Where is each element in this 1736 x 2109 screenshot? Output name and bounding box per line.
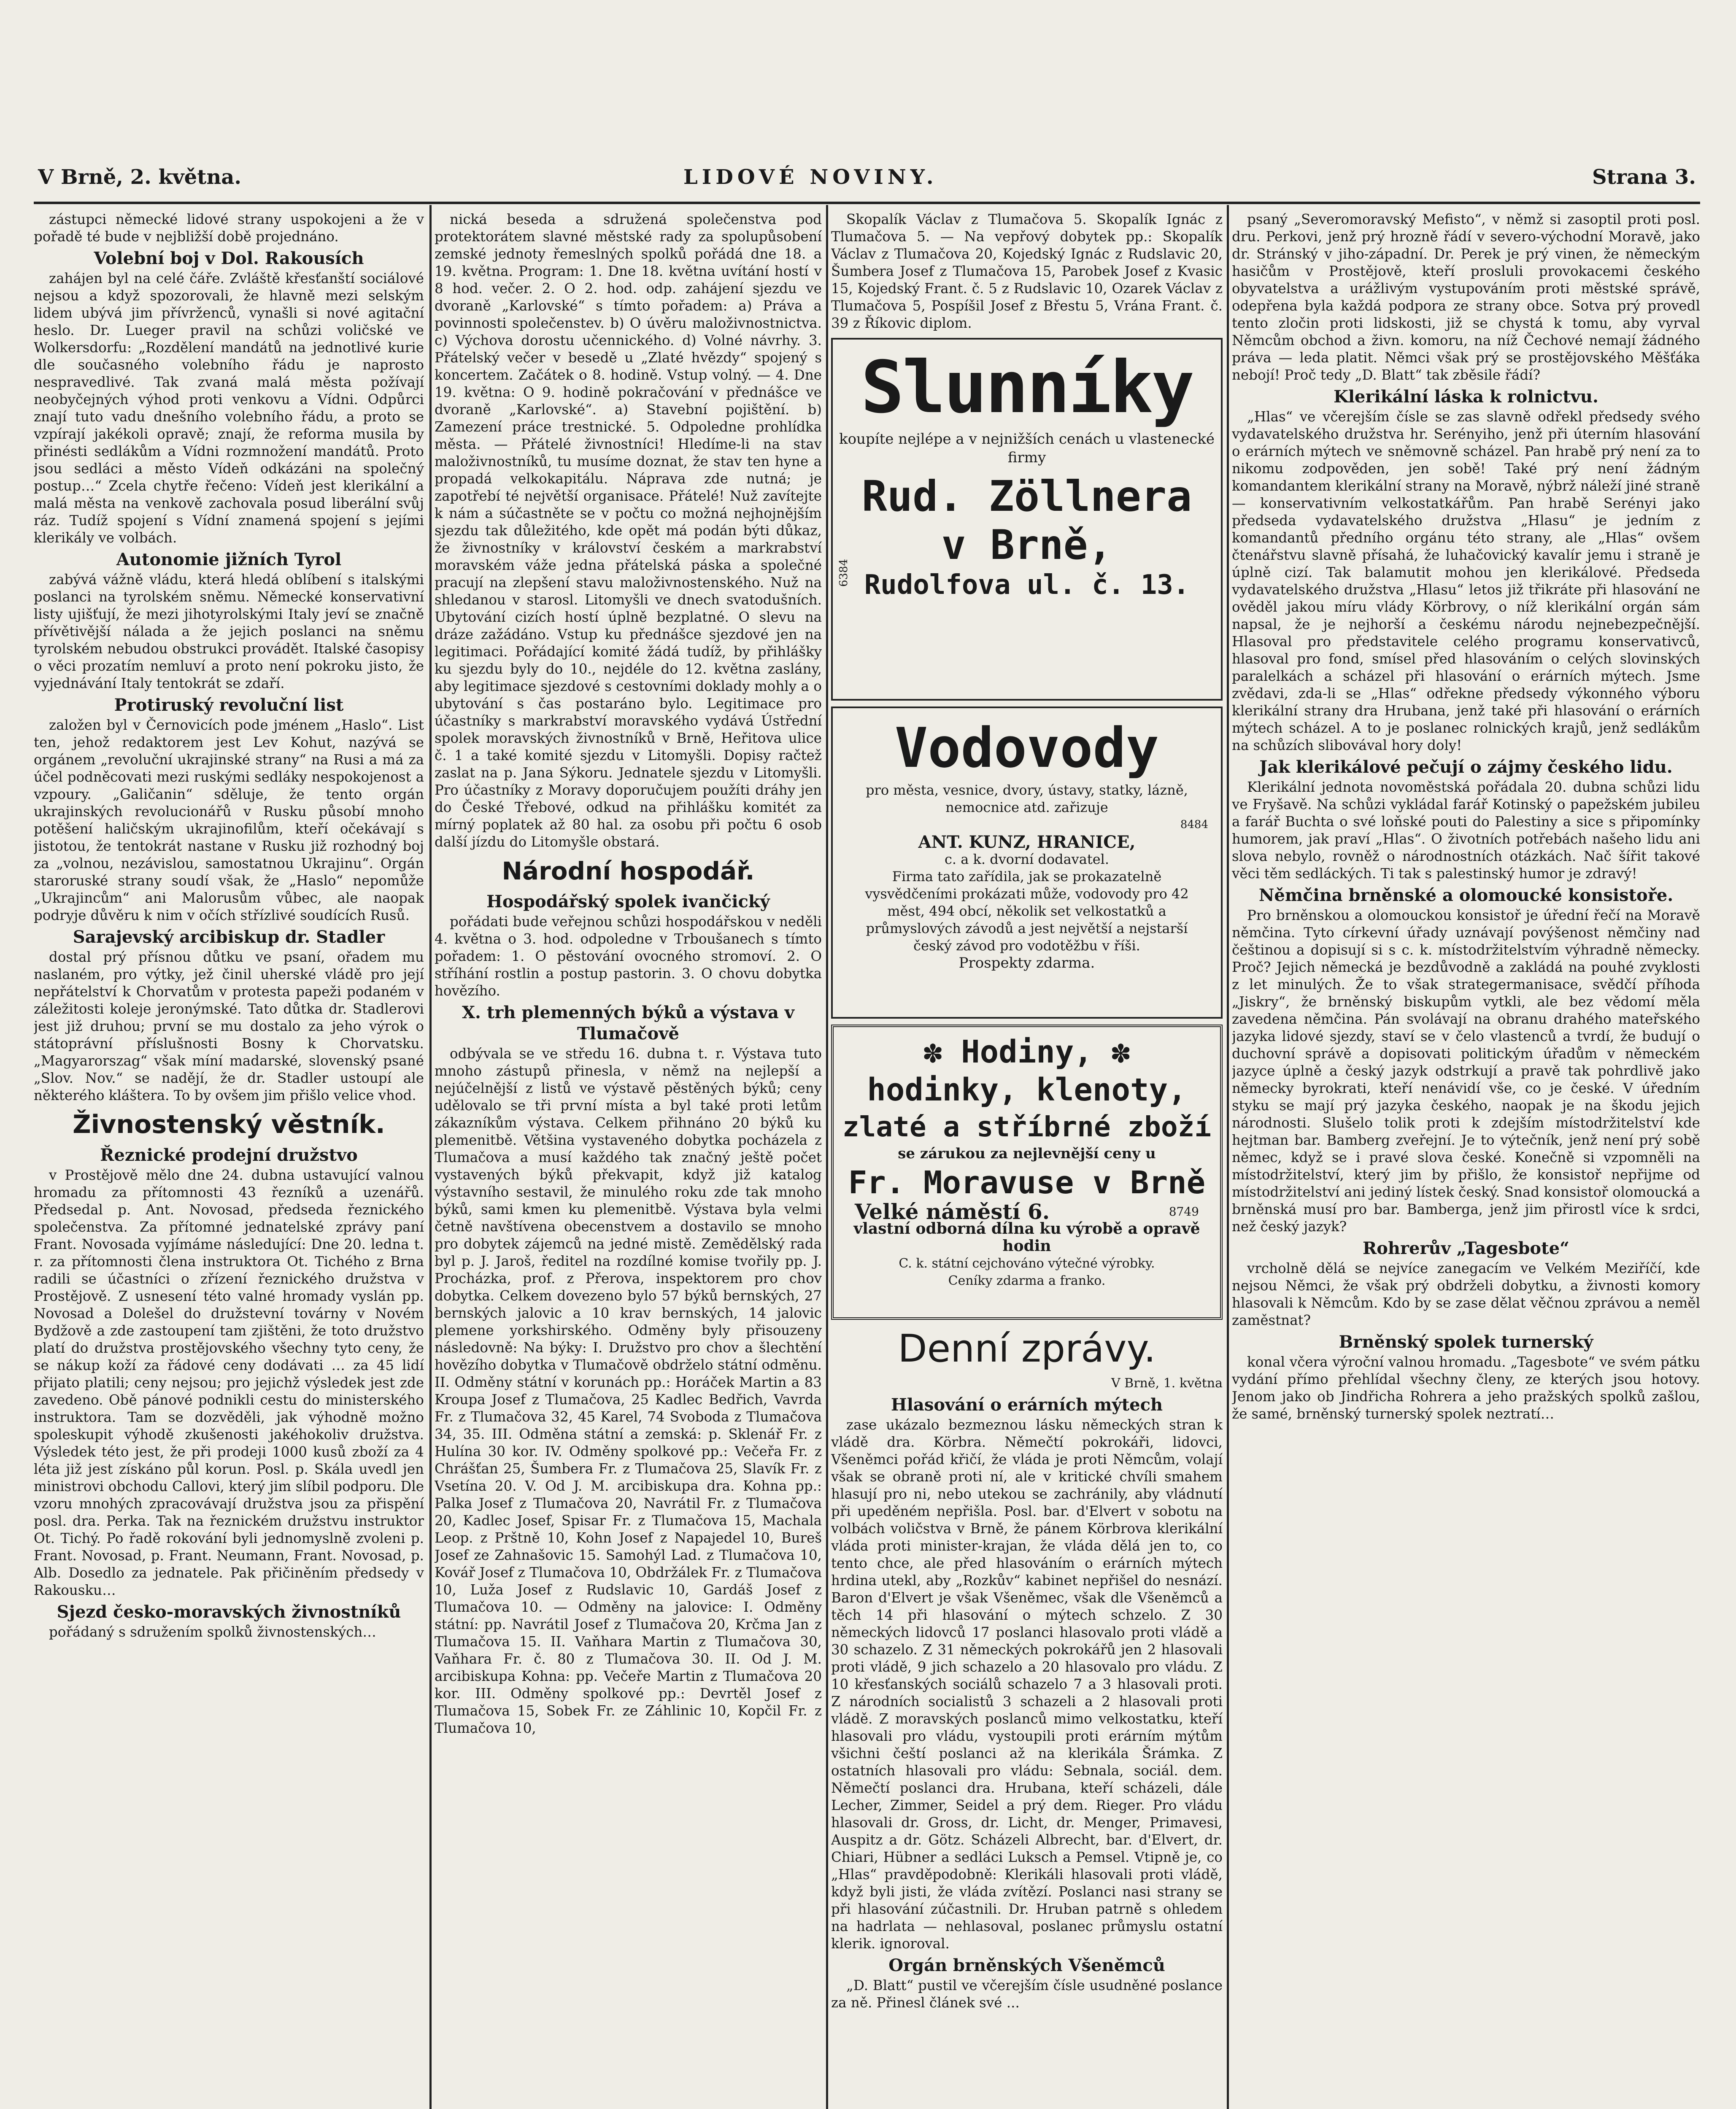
column-rule-3 — [1227, 205, 1229, 2109]
flower-ornament-icon: ✽ — [923, 1034, 961, 1070]
heading-klerikalni-laska: Klerikální láska k rolnictvu. — [1334, 387, 1598, 407]
ad-hodiny-address: Velké náměstí 6. — [855, 1199, 1050, 1224]
ad-hodiny-line6: C. k. státní cejchováno výtečné výrobky. — [899, 1256, 1155, 1271]
ad-vodovody-firm2: c. a k. dvorní dodavatel. — [944, 851, 1110, 867]
heading-volebni: Volební boj v Dol. Rakousích — [94, 248, 364, 268]
page-header — [38, 165, 1696, 196]
ad-vodovody-firm: ANT. KUNZ, HRANICE, — [918, 832, 1136, 852]
newspaper-title: LIDOVÉ NOVINY. — [683, 165, 938, 189]
dateline: V Brně, 1. května — [1111, 1376, 1223, 1391]
ad-hodiny-firm: Fr. Moravuse v Brně — [848, 1165, 1206, 1201]
heading-reznicke: Řeznické prodejní družstvo — [100, 1145, 358, 1165]
article-vystava-continued: Skopalík Václav z Tlumačova 5. Skopalík Ignác z Tlumačova 5. — Na vepřový dobytek pp.: Skopalík Václav z Tlumačova 20, Kojedský Ignác z Rudslavic 20, Šumbera Josef z Tlumačova 15, Parobek Josef z Kvasic 15, Kojedský Frant. č. 5 z Rudslavic 10, Ozarek Václav z Tlumačova 5, Pospíšil Josef z Břestu 5, Vrána Frant. č. 39 z Říkovic diplom. — [831, 211, 1223, 331]
heading-hosp-spolek: Hospodářský spolek ivančický — [486, 892, 770, 912]
article-rohrer: vrcholně dělá se nejvíce zanegacím ve Velkém Meziříčí, kde nejsou Němci, že však prý obdrželi dobytku, a živnosti komory hlasovali k Němcům. Kdo by se zase dělat věčnou zprávou a neměl zaměstnat? — [1232, 1260, 1700, 1328]
header-place-date: V Brně, 2. května. — [38, 165, 242, 189]
column-2 — [435, 211, 822, 2109]
column-4 — [1232, 211, 1700, 2109]
column-rule-1 — [429, 205, 432, 2109]
page-number: Strana 3. — [1592, 165, 1696, 189]
ad-sluniky-line1: koupíte nejlépe a v nejnižších cenách u vlastenecké firmy — [839, 431, 1215, 466]
heading-vystava: X. trh plemenných býků a výstava v Tlumačově — [462, 1003, 795, 1044]
ad-hodiny-line7: Ceníky zdarma a franko. — [948, 1273, 1106, 1288]
section-narodni-hospodar: Národní hospodář. — [502, 857, 755, 885]
article-protiruske: založen byl v Černovicích pode jménem „Haslo“. List ten, jehož redaktorem jest Lev Kohut, nazývá se orgánem „revoluční ukrajinské strany“ na Rusi a má za účel podněcovati mezi ruskými sedláky nespokojenost a vzpoury. „Galičanin“ sděluje, že tento orgán ukrajinských revolucionářů v Rusku působí mnoho potěšení haličským ukrajinofilům, kteří očekávají s jistotou, že tentokrát nastane v Rusku již rozhodný boj za „volnou, nezávislou, samostatnou Ukrajinu“. Orgán staroruské strany soudí však, že „Haslo“ nepomůže „Ukrajincům“ ani Malorusům vůbec, ale naopak podryje důvěru k nim v očích střízlivé soudících Rusů. — [34, 717, 424, 923]
ad-hodiny-code: 8749 — [1169, 1205, 1199, 1219]
article-vystava: odbývala se ve středu 16. dubna t. r. Výstava tuto mnoho zástupů přinesla, v němž na nejlepší a nejúčelnější z listů ve výstavě pěstěných býků; ceny udělovalo se tři první místa a byl také proti letům zákazníkům výstava. Celkem přihnáno 20 býků ku plemenitbě. Většina vystaveného dobytka pocházela z Tlumačova a musí každého tak značný ještě počet vystavených býků překvapit, když již katalog výstavního sestavil, že minulého roku zde tak mnoho býků, sami kmen ku plemenitbě. Výstava byla velmi četně navštívena obecenstvem a dostavilo se mnoho pro dobytek zájemců na jedné mistě. Zemědělský rada byl p. J. Jaroš, ředitel na rozdílné komise tvořily pp. J. Procházka, prof. z Přerova, inspektorem pro chov dobytka. Celkem dovezeno bylo 57 býků bernských, 27 bernských jalovic a 10 krav bernských, 14 jalovic plemene yorkshirského. Odměny byly přisouzeny následovně: Na býky: I. Družstvo pro chov a šlechtění hovězího dobytka v Tlumačově obdrželo státní odměnu. II. Odměny státní v korunách pp.: Horáček Martin a 83 Kroupa Josef z Tlumačova, 25 Kadlec Bedřich, Vavrda Fr. z Tlumačova 32, 45 Karel, 74 Svoboda z Tlumačova 34, 35. III. Odměna státní a zemská: p. Sklenář Fr. z Hulína 30 kor. IV. Odměny spolkové pp.: Večeřa Fr. z Chrášťan 25, Šumbera Fr. z Tlumačova 25, Slavík Fr. z Vsetína 20. V. Od J. M. arcibiskupa dra. Kohna pp.: Palka Josef z Tlumačova 20, Navrátil Fr. z Tlumačova 20, Kadlec Josef, Spisar Fr. z Tlumačova 15, Machala Leop. z Prštně 10, Kohn Josef z Napajedel 10, Bureš Josef ze Zahnašovic 15. Samohýl Lad. z Tlumačova 10, Kovář Josef z Tlumačova 10, Obdržálek Fr. z Tlumačova 10, Luža Josef z Rudslavic 10, Gardáš Josef z Tlumačova 10. — Odměny na jalovice: I. Odměny státní: pp. Navrátil Josef z Tlumačova 20, Krčma Jan z Tlumačova 15. II. Vaňhara Martin z Tlumačova 30, Vaňhara Fr. č. 80 z Tlumačova 30. II. Od J. M. arcibiskupa Kohna: pp. Večeře Martin z Tlumačova 20 kor. III. Odměny spolkové pp.: Devrtěl Josef z Tlumačova 15, Sobek Fr. ze Záhlinic 10, Kopčil Fr. z Tlumačova 10, — [435, 1046, 822, 1736]
article-nemcina: Pro brněnskou a olomouckou konsistoř je úřední řečí na Moravě němčina. Tyto církevní úřady uznávají povýšenost němčiny nad češtinou a dopisují si s c. k. místodržitelstvím výhradně německy. Proč? Jejich německá je bezdůvodně a zakládá na pouhé zvyklosti z let minulých. Že to však strategermanisace, svědčí příhoda „Jiskry“, že brněnský biskupům vytkli, ale bez vědomí měla zavedena němčina. Pán svolávají na obranu drahého mateřského jazyka lidové sjezdy, staví se v čelo vlastenců a tvrdí, že budují o duchovní správě a dopisovati politickým úřadům v německém jazyce úplně a český jazyk odstrkují a pravě tak pohrdlivě jako německy byrokrati, kteří nenávidí vše, co je české. V úředním styku se mají prý jazyka českého, naopak je na škodu jejich národnosti. Slušelo tolik proti k zdejším místodržitelství kde hejtman bar. Bamberg zveřejní. Je to výtečník, jenž není prý sobě němec, když se i pravé slova české. Konečně si vzpomněli na místodržitelství, který jim by přišlo, že konsistoř nepřijme od místodržitelství ani jediný lístek český. Snad konsistoř olomoucká a brněnská musí pro bar. Bamberga, jenž jim přirostl více k srdci, než český jazyk? — [1232, 907, 1700, 1235]
article-organ-continued: psaný „Severomoravský Mefisto“, v němž si zasoptil proti posl. dru. Perkovi, jenž prý hrozně řádí v severo-východní Moravě, jako dr. Stránský v jiho-západní. Dr. Perek je prý vinen, že německým hasičům v Prostějově, kteří prosluli provokacemi českého obyvatelstva a urážlivým vystupováním proti městské správě, odepřena byla každá podpora ze strany obce. Sotva prý provedl tento zločin proti lidskosti, již se chystá k tomu, aby vyrval Němcům obchod a živn. komoru, na níž Čechové nemají žádného práva — leda platit. Němci však prý se prostějovského Měšťáka nebojí! Proč tedy „D. Blatt“ tak zběsile řádí? — [1232, 211, 1700, 383]
article-sjezd: pořádaný s sdružením spolků živnostenských… — [49, 1624, 376, 1640]
heading-organ: Orgán brněnských Všeněmců — [888, 1955, 1165, 1975]
column-rule-2 — [826, 205, 828, 2109]
column-3 — [831, 211, 1223, 2109]
article-sarajevo: dostal prý přísnou důtku ve psaní, ořadem mu naslaném, pro výtky, jež činil uherské vládě pro její nepřátelství k Chorvatům v protesta papeži podaném v záležitosti koleje jeronýmské. Tato důtka dr. Stadlerovi jest již druhou; první se mu dostalo za jeho výrok o státoprávní příslušnosti Bosny k Chorvatsku. „Magyarorszag“ však míní madarské, slovenský psané „Slov. Nov.“ se nadějí, že dr. Stadler ustoupí ale některého kláštera. To by ovšem jim přišlo velice vhod. — [34, 949, 424, 1103]
ad-sluniky-code: 6384 — [837, 559, 850, 587]
ad-hodiny-line3: zlaté a stříbrné zboží — [842, 1111, 1212, 1143]
heading-sarajevo: Sarajevský arcibiskup dr. Stadler — [73, 927, 385, 947]
article-klerikalni-laska: „Hlas“ ve včerejším čísle se zas slavně odřekl předsedy svého vydavatelského družstva hr. Serényiho, jenž při úterním hlasování o erárních mýtech ve sněmovně scházel. Pan hrabě prý není za to nikomu zodpověden, jen sobě! Také prý není žádným komandantem klerikální strany na Moravě, nýbrž náleží jiné straně — konservativním velkostatkářům. Pan hrabě Serényi jako předseda vydavatelského družstva „Hlasu“ je jedním z komandantů předního orgánu této strany, ale „Hlas“ ovšem čtenářstvu slavně přísahá, že luhačovický kavalír jemu i straně je úplně cizí. Tak balamutit mohou jen klerikálové. Předseda vydavatelského družstva „Hlasu“ letos již třikráte při hlasování ne ověděl jakou míru vlády Körbrovy, o níž klerikální orgán sám napsal, že je nejhorší a českému národu nejnebezpečnější. Hlasoval pro představitele celého programu konservativců, hlasoval pro fond, smísel před hlasováním o celých slovinských paralelkách a scházel při hlasování o erárních mýtech. Jsme zvědavi, zda-li se „Hlas“ odřekne předsedy výkonného výboru klerikální strany dra Hrubana, jenž také při hlasování o erárních mýtech scházel. A to je poslanec rolnických krajů, jenž sedlákům na schůzích slibovával hory doly! — [1232, 409, 1700, 753]
ad-vodovody-footer: Prospekty zdarma. — [958, 955, 1095, 971]
article-hlasovani: zase ukázalo bezmeznou lásku německých stran k vládě dra. Körbra. Němečtí pokrokáři, lidovci, Všeněmci pořád křičí, že vláda je proti Němcům, volají však se obraně proti ní, ale v kritické chvíli smahem hlasují pro ni, nebo utekou se zachránily, aby vládnutí při upeděném nepřišla. Posl. bar. d'Elvert v sobotu na volbách voličstva v Brně, že pánem Körbrova klerikální vláda proti minister-krajan, že vláda dělá jen to, co tento chce, ale před hlasováním o erárních mýtech hrdina utekl, aby „Rozkův“ kabinet nepřišel do nesnází. Baron d'Elvert je však Všeněmec, však dle Všeněmců a těch 14 při hlasování o mýtech schzelo. Z 30 německých lidovců 17 poslanci hlasovalo proti vládě a 30 schazelo. Z 31 německých pokrokářů jen 2 hlasovali proti vládě, 9 jich schazelo a 20 hlasovalo pro vládu. Z 10 křesťanských sociálů schazelo 7 a 3 hlasovali proti. Z národních socialistů 3 schazeli a 2 hlasovali proti vládě. Z moravských poslanců mimo velkostatku, kteří hlasovali pro vládu, vystoupili proti erárním mýtům všichni čeští poslanci až na klerikála Šrámka. Z ostatních hlasovali pro vládu: Sebnala, sociál. dem. Němečtí poslanci dra. Hrubana, kteří scházeli, dále Lecher, Zimmer, Seidel a prý dem. Rieger. Pro vládu hlasovali dr. Gross, dr. Licht, dr. Menger, Primavesi, Auspitz a dr. Götz. Scházeli Albrecht, bar. d'Elvert, dr. Chiari, Hübner a sedláci Luksch a Pemsel. Vtipně je, co „Hlas“ pravděpodobně: Klerikáli hlasovali proti vládě, když byli jisti, že vláda zvítězí. Poslanci nasi strany se při hlasování zúčastnili. Dr. Hruban patrně s ohledem na hadrlata — nehlasoval, poslanec průmyslu ostatní klerik. ignoroval. — [831, 1417, 1223, 1952]
ad-hodiny-line5: vlastní odborná dílna ku výrobě a opravě hodin — [853, 1220, 1200, 1255]
ad-hodiny — [831, 1025, 1223, 1320]
header-rule — [34, 202, 1700, 204]
ad-sluniky-firm: Rud. Zöllnera — [861, 472, 1192, 521]
article-sjezd-continued: nická beseda a sdružená společenstva pod protektorátem slavné městské rady za spolupůsobení zemské jednoty řemeslných spolků pořádá dne 18. a 19. května. Program: 1. Dne 18. května uvítání hostí v 8 hod. večer. 2. O 2. hod. odp. zahájení sjezdu ve dvoraně „Karlovské“ s tímto pořadem: a) Práva a povinnosti společenstev. b) O úvěru maloživnostnictva. c) Výchova dorostu učennického. d) Volné návrhy. 3. Přátelský večer v besedě u „Zlaté hvězdy“ spojený s koncertem. Začátek o 8. hodině. Vstup volný. — 4. Dne 19. května: O 9. hodině pokračování v přednášce ve dvoraně „Karlovské“. a) Stavební pojištění. b) Zamezení práce trestnické. 5. Odpoledne prohlídka města. — Přátelé živnostníci! Hledíme-li na stav maloživnostníků, tu musíme doznat, že stav ten hyne a propadá velkokapitálu. Náprava zde nutná; je zapotřebí té největší organisace. Přátelé! Nuž zavítejte k nám a súčastněte se v počtu co možná nejhojnějším sjezdu tak důležitého, kde opět má podán býti důkaz, že živnostníky v království českém a markrabství moravském váže jedna přátelská páska a společné pracují na zlepšení stavu maloživnostenského. Nuž na shledanou v starosl. Litomyšli ve dnech svatodušních. Ubytování cizích hostí úplně bezplatné. O slevu na dráze zažádáno. Vstup ku přednášce sjezdové jen na legitimaci. Pořádající komité žádá tudíž, by přihlášky ku sjezdu byly do 10., nejdéle do 12. května zaslány, aby legitimace sjezdové s cestovními doklady mohly a o ubytování s čas postaráno bylo. Legitimace pro účastníky s markrabství moravského vydává Ústřední spolek moravských živnostníků v Brně, Heřitova ulice č. 1 a také komité sjezdu v Litomyšli. Dopisy račtež zaslat na p. Jana Sýkoru. Jednatele sjezdu v Litomyšli. Pro účastníky z Moravy doporučujem použíti dráhy jen do České Třebové, odkud na přihlášku komitét za mírný poplatek až 80 hal. za osobu při počtu 6 osob další jízdu do Litomyšle obstará. — [435, 211, 822, 850]
ad-sluniky — [831, 338, 1223, 701]
intro-paragraph: zástupci německé lidové strany uspokojeni a že v pořadě té bude v nejbližší době projednáno. — [34, 211, 424, 245]
article-tyrol: zabývá vážně vládu, která hledá oblíbení s italskými poslanci na tyrolském sněmu. Německé konservativní listy ujišťují, že mezi jihotyrolskými Italy jeví se značně přívětivější nálada a že jejich poslanci na sněmu tyrolském nebudou obstrukci provádět. Italské časopisy o věci prozatím nemluví a proto není pokroku jisto, že vyjednávání Italy tentokrát se zdaří. — [34, 572, 424, 691]
section-zivnostensky: Živnostenský věstník. — [73, 1110, 385, 1139]
article-cesky-lid: Klerikální jednota novoměstská pořádala 20. dubna schůzi lidu ve Fryšavě. Na schůzi vykládal farář Kotinský o papežském jubileu a farář Buchta o své loňské pouti do Palestiny a sice s připomínky humorem, jak praví „Hlas“. O životních potřebách našeho lidu ani slova nebylo, rovněž o národnostních otázkách. Nač šířit takové věci těm sedláckých. Ti tak s palestinský humor je zdravý! — [1232, 779, 1700, 882]
heading-sjezd: Sjezd česko-moravských živnostníků — [57, 1602, 401, 1622]
section-denni-zpravy: Denní zprávy. — [898, 1327, 1156, 1371]
ad-vodovody-body: Firma tato zařídila, jak se prokazatelně vysvědčeními prokázati může, vodovody pro 42 měst, 494 obcí, několik set velkostatků a průmyslových závodů a jest největší a nejstarší český závod pro vodotěžbu v říši. — [865, 868, 1189, 954]
flower-ornament-icon: ✽ — [1092, 1034, 1131, 1070]
article-organ: „D. Blatt“ pustil ve včerejším čísle usudněné poslance za ně. Přinesl článek své ... — [831, 1977, 1223, 2011]
ad-vodovody-title: Vodovody — [894, 716, 1159, 780]
ad-hodiny-line1: Hodiny, — [961, 1034, 1093, 1070]
ad-vodovody-code: 8484 — [1180, 818, 1208, 831]
heading-tyrol: Autonomie jižních Tyrol — [116, 550, 342, 569]
heading-protiruske: Protiruský revoluční list — [114, 695, 344, 715]
article-hosp-spolek: pořádati bude veřejnou schůzi hospodářskou v neděli 4. května o 3. hod. odpoledne v Trboušanech s tímto pořadem: 1. O pěstování ovocného stromoví. 2. O stříhání rostlin a postup pastorin. 3. O chovu dobytka hovězího. — [435, 914, 822, 999]
ad-sluniky-title: Slunníky — [861, 346, 1193, 429]
ad-hodiny-line4: se zárukou za nejlevnější ceny u — [898, 1145, 1156, 1162]
column-1 — [34, 211, 424, 2109]
heading-rohrer: Rohrerův „Tagesbote“ — [1362, 1238, 1570, 1258]
ad-sluniky-street: Rudolfova ul. č. 13. — [864, 569, 1190, 601]
heading-hlasovani: Hlasování o erárních mýtech — [891, 1395, 1163, 1415]
heading-cesky-lid: Jak klerikálové pečují o zájmy českého lidu. — [1259, 757, 1673, 777]
ad-hodiny-line2: hodinky, klenoty, — [867, 1072, 1187, 1108]
ad-vodovody — [831, 707, 1223, 1019]
ad-vodovody-line1: pro města, vesnice, dvory, ústavy, statky, lázně, nemocnice atd. zařizuje — [866, 782, 1188, 815]
article-volebni: zahájen byl na celé čáře. Zvláště křesťanští sociálové nejsou a když spozorovali, že hlavně mezi selským lidem ubývá jim přívrženců, vynašli si nové agitační heslo. Dr. Lueger pravil na schůzi voličské ve Wolkersdorfu: „Rozdělení mandátů na jednotlivé kurie dle současného volebního řádu je naprosto nespravedlivé. Tak zvaná malá města požívají neobyčejných výhod proti venkovu a Vídni. Odpůrci znají tuto vadu dnešního volebního řádu, a proto se vzpírají jakékoli opravě; znají, že reforma musila by přinésti sedlákům a Vídni rozmnožení mandátů. Proto jsou sedláci a město Vídeň odkázáni na společný postup…“ Zcela chytře řečeno: Vídeň jest klerikální a malá města na venkově zachovala posud liberální svůj ráz. Tudíž spojení s Vídní znamená spojení s jejími klerikály ve volbách. — [34, 270, 424, 546]
article-reznicke: v Prostějově mělo dne 24. dubna ustavující valnou hromadu za přítomnosti 43 řezníků a uzenářů. Předsedal p. Ant. Novosad, předseda řeznického společenstva. Za přítomné jednatelské zprávy paní Frant. Novosada vyjímáme následující: Dne 20. ledna t. r. za přítomnosti člena instruktora Ot. Tichého z Brna radili se účastníci o zřízení řeznického družstva v Prostějově. Z usnesení této valné hromady vyslán pp. Novosad a Dolešel do družstevní továrny v Novém Bydžově a zde zastoupení tam zjištěni, že toto družstvo platí do družstva prostějovského všechny tyto ceny, že se nákup koží za řádové ceny dodávati … za 45 lidí přijato platili; ceny nejsou; pro jejichž výsledek jest zde zavedeno. Obě pánové podnikli cestu do ministerského instruktora. Tam se dozvěděli, jak výhodně možno spoleskupit výhodě zkušenosti jakéhokoliv družstva. Výsledek této jest, že při prodeji 1000 kusů zboží za 4 léta již jest získáno půl korun. Posl. p. Skála uvedl jen ministrovi obchodu Callovi, který jim slíbil podporu. Dle vzoru mnohých zpracovávají družstva jsou za přispění posl. dra. Perka. Tak na řeznickém družstvu instruktor Ot. Tichý. Po řadě rokování byli jednomyslně zvoleni p. Frant. Novosad, p. Frant. Neumann, Frant. Novosad, p. Alb. Dosedlo za jednatele. Pak přičiněním předsedy v Rakousku… — [34, 1167, 424, 1598]
heading-nemcina: Němčina brněnské a olomoucké konsistoře. — [1258, 885, 1674, 905]
ad-sluniky-city: v Brně, — [941, 521, 1112, 569]
heading-turnersky: Brněnský spolek turnerský — [1339, 1332, 1593, 1352]
article-turnersky: konal včera výroční valnou hromadu. „Tagesbote“ ve svém pátku vydání přímo přehlídal všechny členy, ze kterých jsou hotovy. Jenom jako ob Jindřicha Rohrera a jeho pražských spolků zašlou, že samé, brněnský turnerský spolek neztratí… — [1232, 1354, 1700, 1422]
